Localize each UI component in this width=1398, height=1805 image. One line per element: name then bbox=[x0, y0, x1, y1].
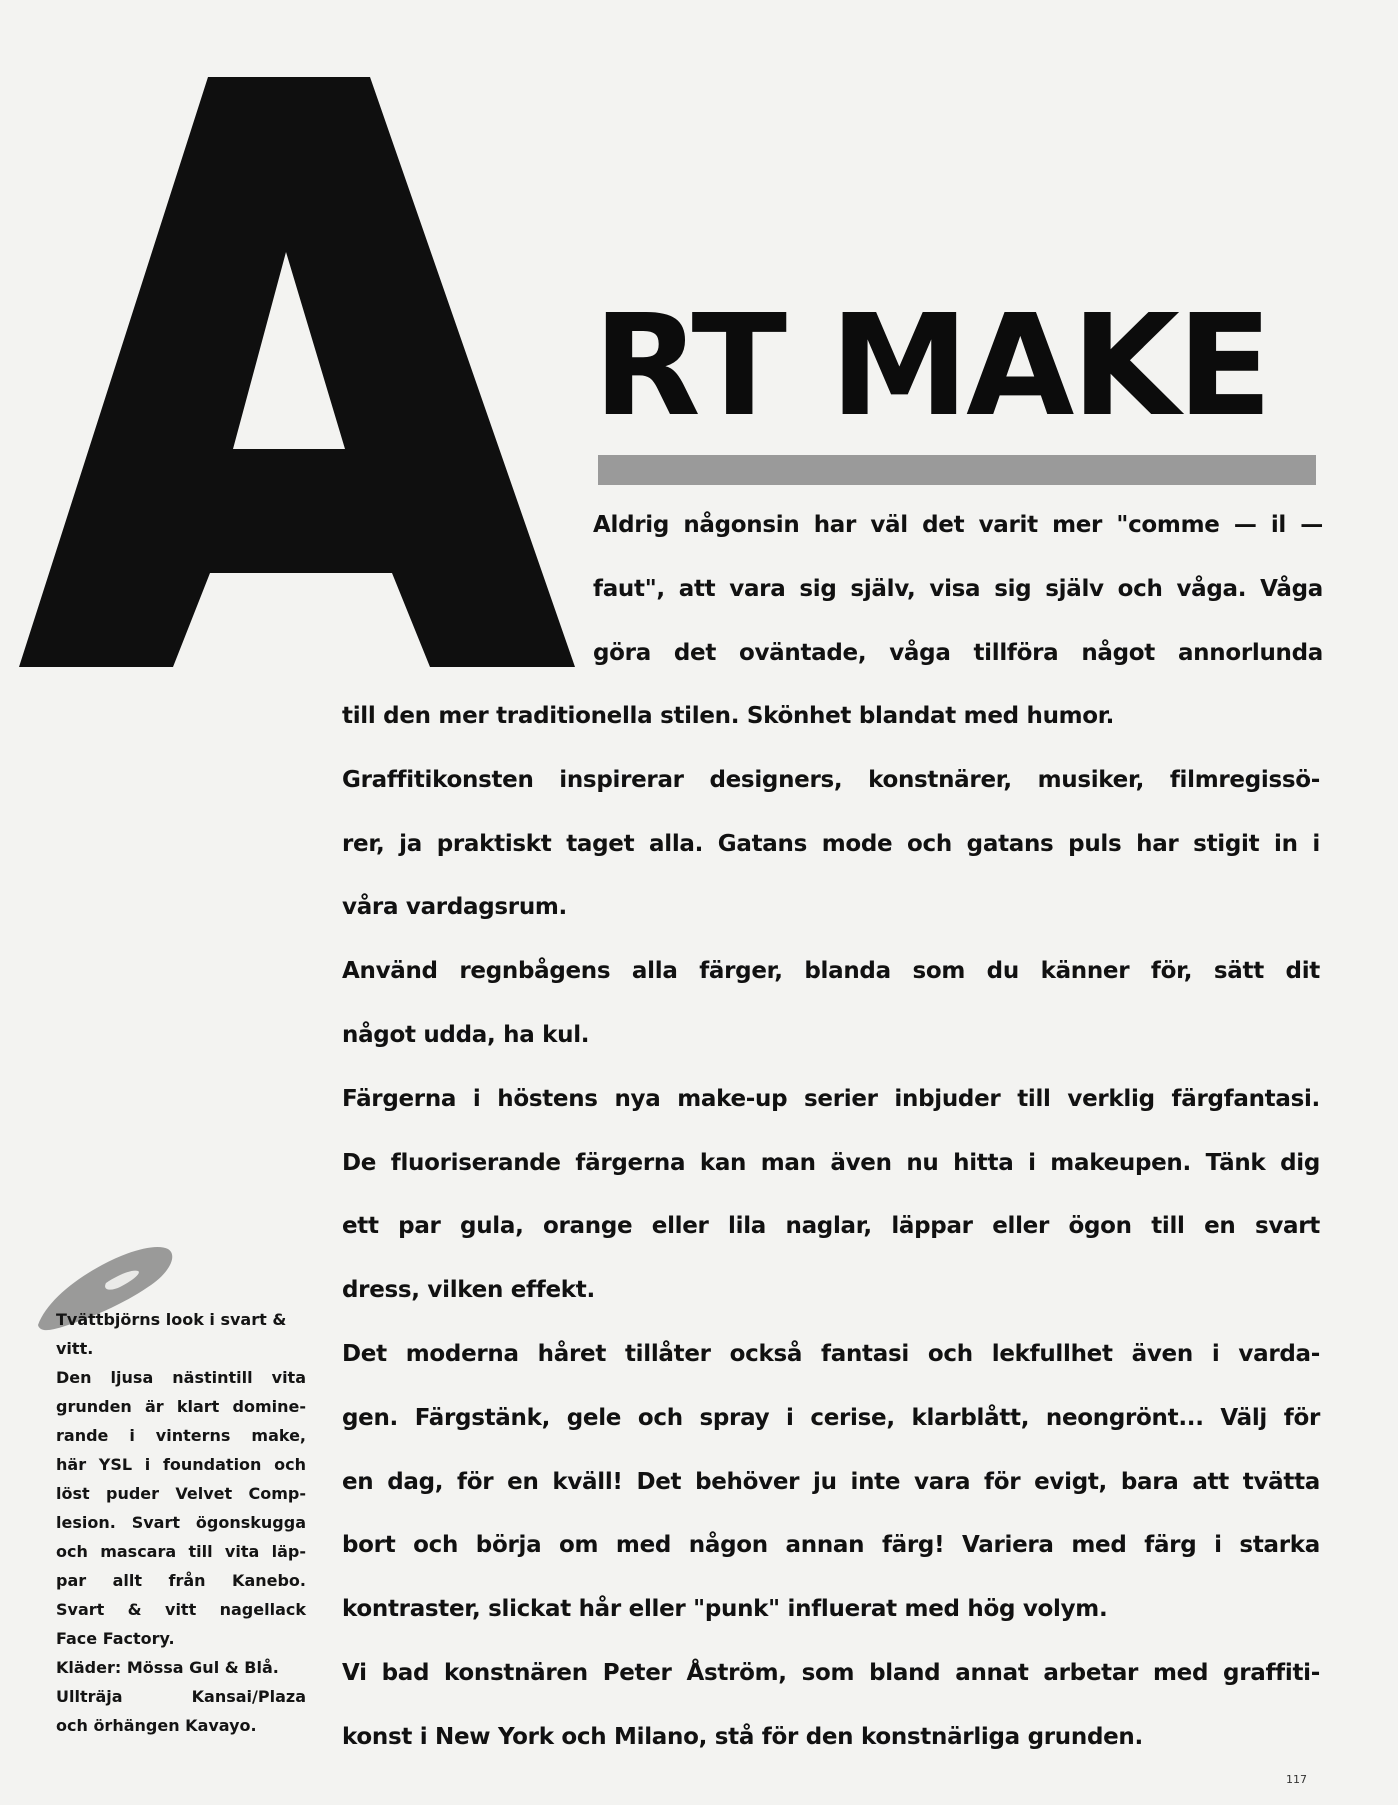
paragraph bbox=[342, 685, 1320, 749]
paragraph bbox=[342, 1642, 1320, 1770]
lead-line: faut", att vara sig själv, visa sig själv och våga. Våga bbox=[593, 576, 1323, 602]
caption-line: och örhängen Kavayo. bbox=[56, 1716, 257, 1735]
text-line: Använd regnbågens alla färger, blanda som du känner för, sätt dit bbox=[342, 958, 1320, 985]
text-line: en dag, för en kväll! Det behöver ju inte vara för evigt, bara att tvätta bbox=[342, 1468, 1320, 1495]
lead-line: Aldrig någonsin har väl det varit mer "comme — il — bbox=[593, 512, 1323, 538]
text-line: rer, ja praktiskt taget alla. Gatans mode och gatans puls har stigit in i bbox=[342, 830, 1320, 857]
text-line: bort och börja om med någon annan färg! Variera med färg i starka bbox=[342, 1532, 1320, 1559]
drop-cap-letter bbox=[0, 0, 620, 700]
article-body bbox=[342, 685, 1320, 1770]
text-line: gen. Färgstänk, gele och spray i cerise, klarblått, neongrönt... Välj för bbox=[342, 1404, 1320, 1431]
caption-line: Kläder: Mössa Gul & Blå. bbox=[56, 1658, 279, 1677]
paragraph bbox=[342, 940, 1320, 1068]
caption-line: Ullträja Kansai/Plaza bbox=[56, 1687, 306, 1706]
caption-line: rande i vinterns make, bbox=[56, 1426, 306, 1445]
caption-line: Den ljusa nästintill vita bbox=[56, 1368, 306, 1387]
text-line: Färgerna i höstens nya make-up serier inbjuder till verklig färgfantasi. bbox=[342, 1085, 1320, 1112]
paragraph bbox=[342, 749, 1320, 940]
title-underline-bar bbox=[598, 455, 1316, 485]
caption-line: vitt. bbox=[56, 1339, 94, 1358]
caption-line: och mascara till vita läp- bbox=[56, 1542, 306, 1561]
caption-line: lesion. Svart ögonskugga bbox=[56, 1513, 306, 1532]
caption-line: Face Factory. bbox=[56, 1629, 175, 1648]
photo-caption bbox=[56, 1305, 306, 1740]
text-line: dress, vilken effekt. bbox=[342, 1277, 595, 1304]
paragraph bbox=[342, 1323, 1320, 1642]
article-title: RT MAKE bbox=[593, 285, 1270, 448]
text-line: något udda, ha kul. bbox=[342, 1021, 590, 1048]
text-line: Det moderna håret tillåter också fantasi och lekfullhet även i varda- bbox=[342, 1340, 1320, 1367]
text-line: ett par gula, orange eller lila naglar, läppar eller ögon till en svart bbox=[342, 1213, 1320, 1240]
caption-line: Svart & vitt nagellack bbox=[56, 1600, 306, 1619]
lead-line: göra det oväntade, våga tillföra något annorlunda bbox=[593, 640, 1323, 666]
text-line: till den mer traditionella stilen. Skönhet blandat med humor. bbox=[342, 703, 1115, 729]
caption-line: löst puder Velvet Comp- bbox=[56, 1484, 306, 1503]
caption-line: Tvättbjörns look i svart & bbox=[56, 1310, 287, 1329]
text-line: kontraster, slickat hår eller "punk" influerat med hög volym. bbox=[342, 1596, 1108, 1623]
text-line: Graffitikonsten inspirerar designers, konstnärer, musiker, filmregissö- bbox=[342, 766, 1320, 793]
page-number: 117 bbox=[1286, 1773, 1307, 1786]
caption-line: grunden är klart domine- bbox=[56, 1397, 306, 1416]
text-line: våra vardagsrum. bbox=[342, 894, 567, 921]
caption-line: här YSL i foundation och bbox=[56, 1455, 306, 1474]
text-line: De fluoriserande färgerna kan man även nu hitta i makeupen. Tänk dig bbox=[342, 1149, 1320, 1176]
text-line: Vi bad konstnären Peter Åström, som bland annat arbetar med graffiti- bbox=[342, 1659, 1320, 1686]
paragraph bbox=[342, 1068, 1320, 1323]
text-line: konst i New York och Milano, stå för den konstnärliga grunden. bbox=[342, 1723, 1143, 1750]
caption-line: par allt från Kanebo. bbox=[56, 1571, 306, 1590]
